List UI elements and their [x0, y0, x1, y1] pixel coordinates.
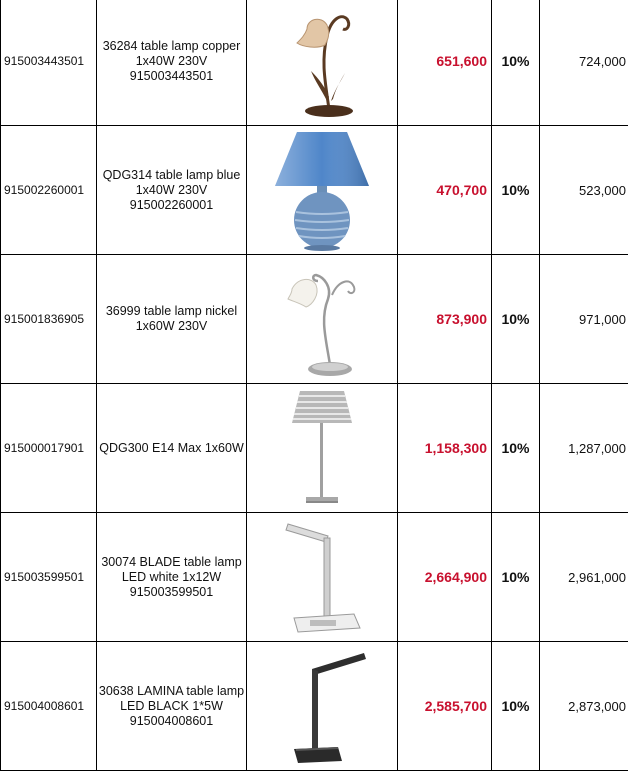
silver-shade-lamp-icon	[282, 387, 362, 509]
original-price: 2,873,000	[540, 642, 628, 771]
product-name-line: 36999 table lamp nickel	[105, 304, 238, 318]
blue-ceramic-lamp-icon	[267, 128, 377, 252]
nickel-tulip-lamp-icon	[272, 259, 372, 379]
original-price: 724,000	[540, 0, 628, 126]
black-led-desk-lamp-icon	[272, 645, 372, 767]
discount-percent: 10%	[492, 384, 540, 513]
product-name-line: 915003599501	[129, 584, 214, 599]
product-code: 915003443501	[1, 0, 97, 126]
discounted-price: 470,700	[398, 126, 492, 255]
discounted-price: 2,585,700	[398, 642, 492, 771]
table-row	[1, 384, 628, 513]
table-row	[1, 0, 628, 126]
discount-percent: 10%	[492, 126, 540, 255]
product-image	[247, 126, 398, 255]
product-name	[97, 126, 247, 255]
discounted-price: 2,664,900	[398, 513, 492, 642]
product-name-line: 915002260001	[129, 197, 214, 212]
discount-percent: 10%	[492, 513, 540, 642]
product-image	[247, 255, 398, 384]
discount-percent: 10%	[492, 255, 540, 384]
product-image	[247, 513, 398, 642]
product-name-line: 915004008601	[129, 713, 214, 728]
original-price: 1,287,000	[540, 384, 628, 513]
product-name-line: 915003443501	[129, 68, 214, 83]
product-image	[247, 0, 398, 126]
product-image	[247, 384, 398, 513]
white-led-desk-lamp-icon	[274, 516, 370, 638]
product-name-line: 30074 BLADE table lamp	[101, 554, 242, 569]
product-name-line: LED white 1x12W	[121, 569, 222, 584]
product-name	[97, 384, 247, 513]
product-code: 915001836905	[1, 255, 97, 384]
product-name-line: 1x40W 230V	[135, 53, 208, 68]
table-row	[1, 126, 628, 255]
product-name-line: 36284 table lamp copper	[102, 38, 241, 53]
product-name	[97, 0, 247, 126]
original-price: 523,000	[540, 126, 628, 255]
product-code: 915003599501	[1, 513, 97, 642]
table-row	[1, 642, 628, 771]
product-code: 915002260001	[1, 126, 97, 255]
product-name-line: 1x60W 230V	[135, 319, 208, 333]
original-price: 2,961,000	[540, 513, 628, 642]
copper-tulip-lamp-icon	[277, 1, 367, 121]
product-name	[97, 642, 247, 771]
product-name-line: QDG300 E14 Max 1x60W	[99, 440, 244, 455]
product-name-line: QDG314 table lamp blue	[102, 167, 241, 182]
product-code: 915004008601	[1, 642, 97, 771]
product-name	[97, 513, 247, 642]
discounted-price: 1,158,300	[398, 384, 492, 513]
product-image	[247, 642, 398, 771]
product-name-line: 30638 LAMINA table lamp	[98, 683, 245, 698]
discounted-price: 651,600	[398, 0, 492, 126]
discount-percent: 10%	[492, 642, 540, 771]
product-name-line: LED BLACK 1*5W	[120, 698, 223, 713]
discount-percent: 10%	[492, 0, 540, 126]
discounted-price: 873,900	[398, 255, 492, 384]
product-code: 915000017901	[1, 384, 97, 513]
product-name	[97, 255, 247, 384]
original-price: 971,000	[540, 255, 628, 384]
table-row	[1, 255, 628, 384]
table-row	[1, 513, 628, 642]
product-name-line: 1x40W 230V	[135, 182, 208, 197]
